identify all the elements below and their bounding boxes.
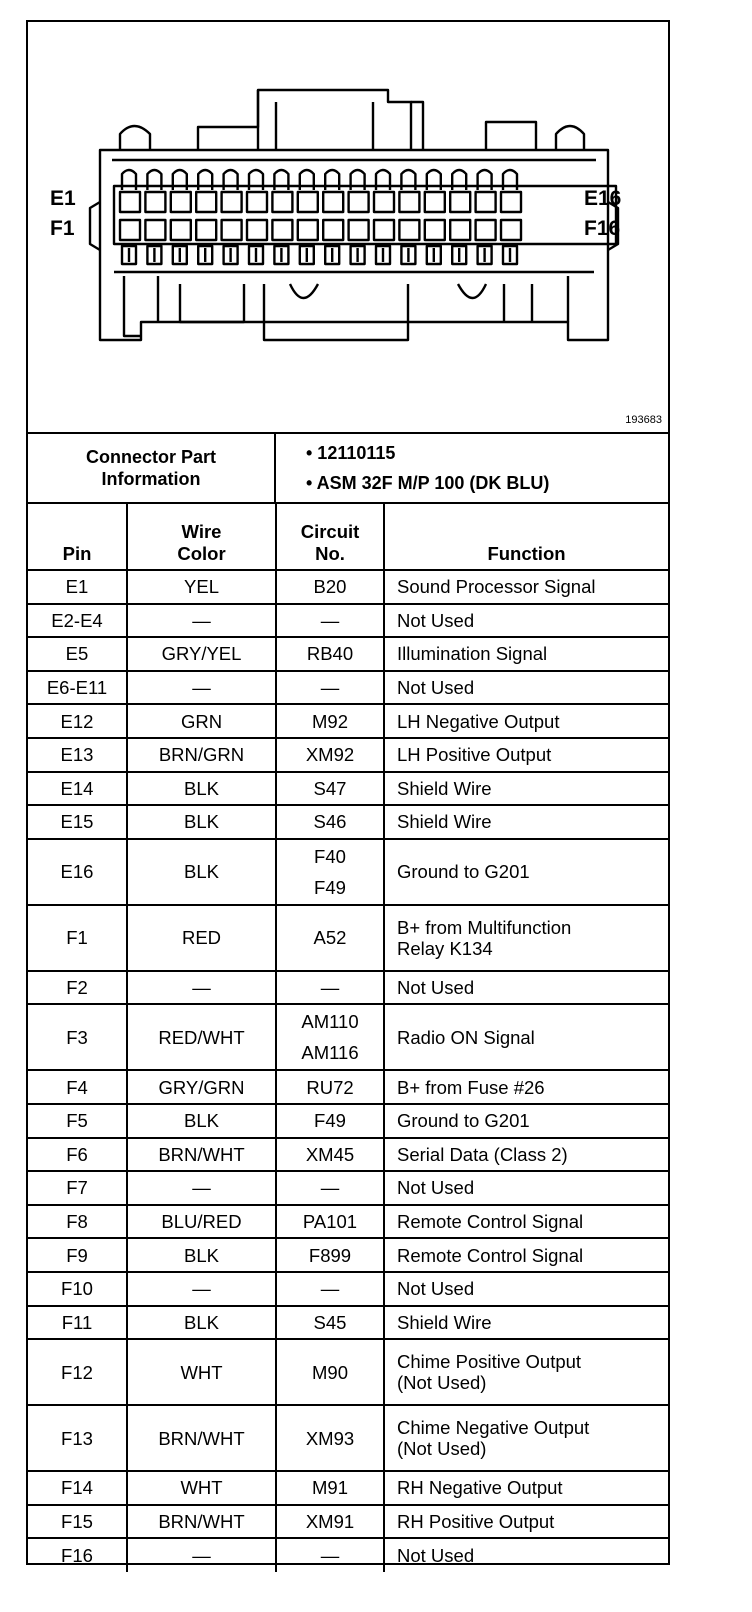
pin-table bbox=[28, 504, 668, 1572]
connector-part-info bbox=[28, 434, 668, 504]
table-row bbox=[28, 1104, 668, 1138]
cell-wire-color: GRY/YEL bbox=[127, 637, 276, 671]
function-text: Not Used bbox=[397, 609, 475, 631]
function-text: Chime Positive Output bbox=[397, 1351, 582, 1373]
cell-function bbox=[384, 1405, 668, 1471]
circuit-number: F49 bbox=[314, 1110, 346, 1132]
table-row bbox=[28, 704, 668, 738]
cell-function bbox=[384, 805, 668, 839]
cell-wire-color: — bbox=[127, 604, 276, 638]
table-row bbox=[28, 1405, 668, 1471]
table-row bbox=[28, 1306, 668, 1340]
label-f16: F16 bbox=[584, 217, 621, 240]
connector-face-diagram bbox=[28, 22, 668, 434]
table-row bbox=[28, 1339, 668, 1405]
cell-function bbox=[384, 671, 668, 705]
table-row bbox=[28, 738, 668, 772]
cell-circuit bbox=[276, 1538, 384, 1572]
circuit-number: S46 bbox=[313, 811, 347, 833]
lower-cavity bbox=[274, 246, 288, 264]
pin-cavity-e bbox=[450, 192, 470, 212]
table-row bbox=[28, 604, 668, 638]
circuit-number: F899 bbox=[308, 1244, 352, 1266]
connector-sheet bbox=[26, 20, 670, 1565]
pin-field-frame bbox=[114, 186, 616, 244]
function-text: LH Negative Output bbox=[397, 710, 560, 732]
lower-cavity bbox=[401, 246, 415, 264]
circuit-number: — bbox=[320, 1177, 340, 1199]
assembly-description: • ASM 32F M/P 100 (DK BLU) bbox=[306, 473, 550, 493]
cell-pin: E5 bbox=[28, 637, 127, 671]
cell-circuit bbox=[276, 604, 384, 638]
cell-wire-color: — bbox=[127, 971, 276, 1005]
cell-circuit bbox=[276, 1070, 384, 1104]
pin-cavity-f bbox=[298, 220, 318, 240]
circuit-number: PA101 bbox=[302, 1211, 358, 1233]
function-text: Not Used bbox=[397, 977, 475, 999]
circuit-number: M90 bbox=[312, 1361, 348, 1383]
function-text: Radio ON Signal bbox=[397, 1026, 535, 1048]
pin-cavity-f bbox=[349, 220, 369, 240]
pin-cavity-f bbox=[450, 220, 470, 240]
pin-cavity-e bbox=[501, 192, 521, 212]
part-info-caption-line2: Information bbox=[101, 469, 201, 489]
pin-cavity-e bbox=[171, 192, 191, 212]
cell-circuit bbox=[276, 671, 384, 705]
function-text: (Not Used) bbox=[397, 1438, 487, 1460]
cell-function bbox=[384, 1538, 668, 1572]
table-row bbox=[28, 905, 668, 971]
table-row bbox=[28, 1004, 668, 1070]
cell-pin: E16 bbox=[28, 839, 127, 905]
cell-function bbox=[384, 570, 668, 604]
cell-wire-color: RED bbox=[127, 905, 276, 971]
connector-drawing bbox=[28, 22, 668, 432]
pin-cavity-e bbox=[145, 192, 165, 212]
cell-pin: F9 bbox=[28, 1238, 127, 1272]
cell-function bbox=[384, 1104, 668, 1138]
cell-wire-color: — bbox=[127, 1171, 276, 1205]
pin-cavity-e bbox=[272, 192, 292, 212]
cell-circuit bbox=[276, 971, 384, 1005]
cell-wire-color: BRN/WHT bbox=[127, 1405, 276, 1471]
cell-function bbox=[384, 1004, 668, 1070]
pin-cavity-e bbox=[222, 192, 242, 212]
cell-wire-color: GRY/GRN bbox=[127, 1070, 276, 1104]
circuit-number: — bbox=[320, 677, 340, 699]
lower-cavity bbox=[147, 246, 161, 264]
pin-cavity-f bbox=[272, 220, 292, 240]
cell-wire-color: BRN/GRN bbox=[127, 738, 276, 772]
cell-function bbox=[384, 604, 668, 638]
pin-cavity-f bbox=[145, 220, 165, 240]
cell-circuit bbox=[276, 839, 384, 905]
table-row bbox=[28, 1272, 668, 1306]
cell-circuit bbox=[276, 1471, 384, 1505]
circuit-number: — bbox=[320, 1278, 340, 1300]
table-row bbox=[28, 1505, 668, 1539]
cell-pin: F14 bbox=[28, 1471, 127, 1505]
pin-cavity-f bbox=[399, 220, 419, 240]
table-row bbox=[28, 1205, 668, 1239]
cell-wire-color: RED/WHT bbox=[127, 1004, 276, 1070]
cell-function bbox=[384, 905, 668, 971]
circuit-number: — bbox=[320, 1545, 340, 1567]
table-row bbox=[28, 1070, 668, 1104]
cell-circuit bbox=[276, 1306, 384, 1340]
cell-pin: F3 bbox=[28, 1004, 127, 1070]
cell-circuit bbox=[276, 1171, 384, 1205]
function-text: LH Positive Output bbox=[397, 744, 552, 766]
circuit-number: F40 bbox=[314, 845, 346, 867]
circuit-number: S45 bbox=[313, 1311, 347, 1333]
function-text: Shield Wire bbox=[397, 777, 492, 799]
circuit-number: RB40 bbox=[306, 643, 354, 665]
cell-function bbox=[384, 1339, 668, 1405]
lower-cavity bbox=[224, 246, 238, 264]
cell-wire-color: BLK bbox=[127, 1104, 276, 1138]
table-row bbox=[28, 1171, 668, 1205]
table-row bbox=[28, 1238, 668, 1272]
label-e16: E16 bbox=[584, 187, 622, 210]
header-wire-color: Wire Color bbox=[127, 504, 276, 570]
cell-pin: E2-E4 bbox=[28, 604, 127, 638]
pin-cavity-f bbox=[196, 220, 216, 240]
lower-cavity bbox=[427, 246, 441, 264]
pin-cavity-e bbox=[247, 192, 267, 212]
cell-wire-color: BLK bbox=[127, 772, 276, 806]
cell-pin: E12 bbox=[28, 704, 127, 738]
cell-circuit bbox=[276, 704, 384, 738]
cell-wire-color: BLK bbox=[127, 805, 276, 839]
lower-cavity bbox=[173, 246, 187, 264]
function-text: Not Used bbox=[397, 1278, 475, 1300]
lower-cavity bbox=[122, 246, 136, 264]
cell-function bbox=[384, 1306, 668, 1340]
cell-function bbox=[384, 1272, 668, 1306]
function-text: RH Positive Output bbox=[397, 1510, 555, 1532]
cell-wire-color: WHT bbox=[127, 1471, 276, 1505]
lower-cavity bbox=[503, 246, 517, 264]
function-text: Chime Negative Output bbox=[397, 1417, 590, 1439]
circuit-number: RU72 bbox=[306, 1076, 354, 1098]
cell-pin: F8 bbox=[28, 1205, 127, 1239]
cell-circuit bbox=[276, 905, 384, 971]
function-text: Ground to G201 bbox=[397, 861, 530, 883]
pin-cavity-f bbox=[476, 220, 496, 240]
pin-table-header bbox=[28, 504, 668, 570]
pin-cavity-f bbox=[247, 220, 267, 240]
circuit-number: B20 bbox=[313, 576, 347, 598]
lower-cavity bbox=[376, 246, 390, 264]
cell-wire-color: BLU/RED bbox=[127, 1205, 276, 1239]
circuit-number: AM110 bbox=[301, 1011, 359, 1033]
cell-pin: F5 bbox=[28, 1104, 127, 1138]
circuit-number: XM93 bbox=[305, 1427, 355, 1449]
table-row bbox=[28, 805, 668, 839]
cell-circuit bbox=[276, 805, 384, 839]
pin-cavity-f bbox=[323, 220, 343, 240]
label-f1: F1 bbox=[50, 217, 75, 240]
cell-function bbox=[384, 1205, 668, 1239]
part-info-caption bbox=[28, 434, 276, 502]
pin-cavity-f bbox=[425, 220, 445, 240]
cell-function bbox=[384, 738, 668, 772]
cell-pin: F2 bbox=[28, 971, 127, 1005]
function-text: Sound Processor Signal bbox=[397, 576, 596, 598]
lower-cavity bbox=[325, 246, 339, 264]
cell-function bbox=[384, 839, 668, 905]
table-row bbox=[28, 839, 668, 905]
cell-function bbox=[384, 1471, 668, 1505]
function-text: Shield Wire bbox=[397, 1311, 492, 1333]
cell-pin: E13 bbox=[28, 738, 127, 772]
circuit-number: S47 bbox=[313, 777, 347, 799]
lower-cavity bbox=[249, 246, 263, 264]
pin-cavity-e bbox=[399, 192, 419, 212]
circuit-number: F49 bbox=[314, 876, 346, 898]
lower-cavity bbox=[198, 246, 212, 264]
cell-circuit bbox=[276, 1405, 384, 1471]
cell-function bbox=[384, 637, 668, 671]
cell-wire-color: BLK bbox=[127, 839, 276, 905]
pin-cavity-e bbox=[120, 192, 140, 212]
pin-cavity-e bbox=[476, 192, 496, 212]
cell-circuit bbox=[276, 1004, 384, 1070]
function-text: B+ from Multifunction bbox=[397, 916, 572, 938]
table-row bbox=[28, 671, 668, 705]
header-function: Function bbox=[384, 504, 668, 570]
function-text: Remote Control Signal bbox=[397, 1244, 584, 1266]
cell-pin: F15 bbox=[28, 1505, 127, 1539]
circuit-number: XM45 bbox=[305, 1143, 355, 1165]
cell-function bbox=[384, 1171, 668, 1205]
pin-cavity-e bbox=[298, 192, 318, 212]
function-text: RH Negative Output bbox=[397, 1477, 563, 1499]
table-row bbox=[28, 971, 668, 1005]
pin-cavity-f bbox=[222, 220, 242, 240]
cell-wire-color: BLK bbox=[127, 1238, 276, 1272]
cell-pin: E6-E11 bbox=[28, 671, 127, 705]
cell-function bbox=[384, 1070, 668, 1104]
cell-wire-color: — bbox=[127, 1538, 276, 1572]
function-text: Serial Data (Class 2) bbox=[397, 1143, 568, 1165]
circuit-number: A52 bbox=[313, 927, 347, 949]
cell-pin: F16 bbox=[28, 1538, 127, 1572]
function-text: Shield Wire bbox=[397, 811, 492, 833]
cell-circuit bbox=[276, 1238, 384, 1272]
cell-circuit bbox=[276, 738, 384, 772]
cell-circuit bbox=[276, 772, 384, 806]
part-info-caption-line1: Connector Part bbox=[85, 447, 217, 467]
function-text: Not Used bbox=[397, 1545, 475, 1567]
pin-cavity-f bbox=[120, 220, 140, 240]
cell-circuit bbox=[276, 1138, 384, 1172]
function-text: Not Used bbox=[397, 1177, 475, 1199]
label-e1: E1 bbox=[50, 187, 76, 210]
cell-circuit bbox=[276, 1104, 384, 1138]
pin-cavity-f bbox=[374, 220, 394, 240]
cell-circuit bbox=[276, 570, 384, 604]
cell-pin: E1 bbox=[28, 570, 127, 604]
cell-function bbox=[384, 1138, 668, 1172]
header-circuit-no: Circuit No. bbox=[276, 504, 384, 570]
cell-wire-color: — bbox=[127, 671, 276, 705]
function-text: Remote Control Signal bbox=[397, 1211, 584, 1233]
pin-cavity-f bbox=[171, 220, 191, 240]
table-row bbox=[28, 772, 668, 806]
circuit-number: — bbox=[320, 977, 340, 999]
connector-latch bbox=[198, 90, 411, 150]
part-number: • 12110115 bbox=[306, 443, 396, 463]
pin-cavity-e bbox=[349, 192, 369, 212]
pin-cavity-e bbox=[196, 192, 216, 212]
lower-cavity bbox=[300, 246, 314, 264]
cell-pin: F11 bbox=[28, 1306, 127, 1340]
table-row bbox=[28, 1138, 668, 1172]
table-row bbox=[28, 1538, 668, 1572]
pin-cavity-e bbox=[374, 192, 394, 212]
lower-cavity bbox=[478, 246, 492, 264]
cell-circuit bbox=[276, 637, 384, 671]
cell-function bbox=[384, 772, 668, 806]
circuit-number: XM92 bbox=[305, 744, 355, 766]
cell-pin: F10 bbox=[28, 1272, 127, 1306]
cell-function bbox=[384, 1238, 668, 1272]
table-row bbox=[28, 1471, 668, 1505]
figure-number: 193683 bbox=[625, 414, 662, 426]
function-text: (Not Used) bbox=[397, 1372, 487, 1394]
pin-cavity-f bbox=[501, 220, 521, 240]
cell-pin: E14 bbox=[28, 772, 127, 806]
cell-wire-color: WHT bbox=[127, 1339, 276, 1405]
cell-circuit bbox=[276, 1339, 384, 1405]
cell-pin: F6 bbox=[28, 1138, 127, 1172]
circuit-number: — bbox=[320, 609, 340, 631]
circuit-number: M92 bbox=[312, 710, 348, 732]
cell-function bbox=[384, 704, 668, 738]
cell-circuit bbox=[276, 1272, 384, 1306]
lower-cavity bbox=[452, 246, 466, 264]
cell-pin: F13 bbox=[28, 1405, 127, 1471]
circuit-number: AM116 bbox=[301, 1042, 359, 1064]
cell-wire-color: BRN/WHT bbox=[127, 1138, 276, 1172]
pin-cavity-e bbox=[323, 192, 343, 212]
function-text: Not Used bbox=[397, 677, 475, 699]
header-pin: Pin bbox=[28, 504, 127, 570]
cell-wire-color: YEL bbox=[127, 570, 276, 604]
cell-function bbox=[384, 1505, 668, 1539]
function-text: Relay K134 bbox=[397, 937, 493, 959]
cell-circuit bbox=[276, 1205, 384, 1239]
table-row bbox=[28, 570, 668, 604]
cell-wire-color: BLK bbox=[127, 1306, 276, 1340]
cell-pin: F7 bbox=[28, 1171, 127, 1205]
lower-cavity bbox=[351, 246, 365, 264]
table-row bbox=[28, 637, 668, 671]
cell-wire-color: BRN/WHT bbox=[127, 1505, 276, 1539]
cell-circuit bbox=[276, 1505, 384, 1539]
part-info-values bbox=[276, 434, 668, 502]
function-text: Ground to G201 bbox=[397, 1110, 530, 1132]
cell-pin: E15 bbox=[28, 805, 127, 839]
pin-cavity-e bbox=[425, 192, 445, 212]
function-text: B+ from Fuse #26 bbox=[397, 1076, 545, 1098]
cell-wire-color: GRN bbox=[127, 704, 276, 738]
circuit-number: XM91 bbox=[305, 1510, 355, 1532]
circuit-number: M91 bbox=[312, 1477, 348, 1499]
cell-pin: F4 bbox=[28, 1070, 127, 1104]
cell-pin: F12 bbox=[28, 1339, 127, 1405]
cell-wire-color: — bbox=[127, 1272, 276, 1306]
function-text: Illumination Signal bbox=[397, 643, 548, 665]
cell-function bbox=[384, 971, 668, 1005]
cell-pin: F1 bbox=[28, 905, 127, 971]
